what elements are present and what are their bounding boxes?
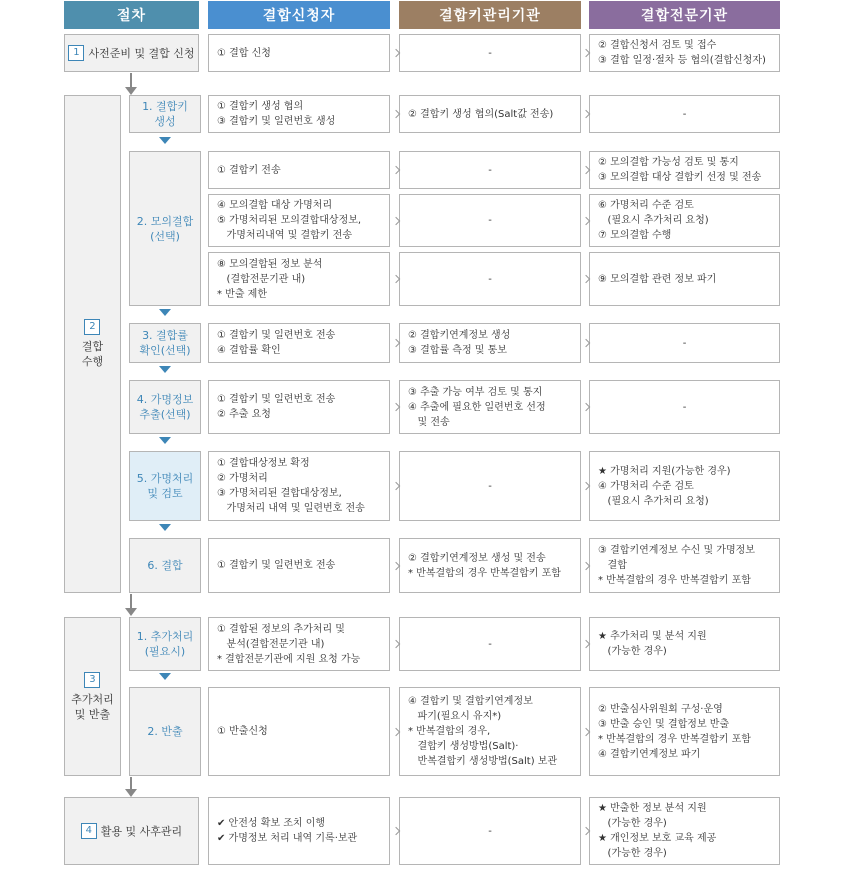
step-text: ③ 추출 가능 여부 검토 및 통지: [408, 386, 543, 398]
step-text: 가명처리내역 및 결합키 전송: [217, 230, 352, 241]
step-text: (가능한 경우): [598, 818, 667, 829]
chevron-right-icon: [392, 165, 402, 175]
substep-label: 2. 반출: [147, 725, 183, 738]
cell-expert-agency-8: [589, 451, 780, 521]
step-label: 활용 및 사후관리: [100, 825, 183, 838]
chevron-right-icon: [392, 561, 402, 571]
step-text: ① 결합대상정보 확정: [217, 458, 310, 469]
step-text: (가능한 경우): [598, 848, 667, 859]
chevron-right-icon: [392, 48, 402, 58]
chevron-right-icon: [582, 481, 592, 491]
step-text: ① 결합키 생성 협의: [217, 101, 304, 112]
step-text: ② 가명처리: [217, 473, 268, 484]
chevron-right-icon: [582, 561, 592, 571]
step-text: 파기(필요시 유지*): [408, 711, 502, 722]
header-key-agency: 결합키관리기관: [399, 1, 581, 29]
cell-expert-agency-4: [589, 194, 780, 247]
substep-mock-combination: [129, 151, 201, 306]
cell-applicant-9: [208, 538, 390, 593]
step-text: ★ 추가처리 및 분석 지원: [598, 631, 707, 642]
arrow-down-icon: [159, 366, 171, 373]
chevron-right-icon: [392, 402, 402, 412]
cell-key-agency-3: [399, 151, 581, 189]
substep-key-generation: [129, 95, 201, 133]
arrow-down-icon: [125, 608, 137, 616]
step-text: * 반복결합의 경우,: [408, 726, 491, 737]
cell-key-agency-5: [399, 252, 581, 306]
chevron-right-icon: [582, 402, 592, 412]
cell-expert-agency-9: [589, 538, 780, 593]
chevron-right-icon: [582, 338, 592, 348]
cell-key-agency-2: [399, 95, 581, 133]
cell-applicant-11: [208, 687, 390, 776]
step-text: ③ 결합키 및 일련번호 생성: [217, 116, 336, 127]
step-number: 2: [84, 319, 100, 335]
substep-label: 확인(선택): [139, 344, 191, 357]
step-text: 가명처리 내역 및 일련번호 전송: [217, 503, 365, 514]
step-text: ② 결합신청서 검토 및 접수: [598, 40, 717, 51]
cell-expert-agency-11: [589, 687, 780, 776]
chevron-right-icon: [392, 826, 402, 836]
chevron-right-icon: [392, 338, 402, 348]
cell-expert-agency-6: [589, 323, 780, 363]
cell-applicant-12: [208, 797, 390, 865]
cell-key-agency-11: [399, 687, 581, 776]
chevron-right-icon: [392, 274, 402, 284]
connector-line: [130, 594, 132, 608]
chevron-right-icon: [392, 727, 402, 737]
cell-expert-agency-2: [589, 95, 780, 133]
step-text: ② 추출 요청: [217, 409, 271, 420]
cell-key-agency-8: [399, 451, 581, 521]
substep-pseudonymization-review: [129, 451, 201, 521]
step-text: ✔ 안전성 확보 조치 이행: [217, 818, 326, 829]
chevron-right-icon: [582, 48, 592, 58]
substep-pseudonym-extraction: [129, 380, 201, 434]
cell-applicant-6: [208, 323, 390, 363]
step-text: ① 반출신청: [217, 726, 268, 737]
chevron-right-icon: [582, 109, 592, 119]
cell-applicant-5: [208, 252, 390, 306]
dash-text: -: [488, 215, 492, 226]
cell-expert-agency-10: [589, 617, 780, 671]
substep-label: 생성: [154, 115, 176, 128]
arrow-down-icon: [159, 309, 171, 316]
step-text: (필요시 추가처리 요청): [598, 495, 709, 507]
dash-text: -: [488, 480, 492, 492]
step-text: ④ 가명처리 수준 검토: [598, 480, 694, 492]
connector-line: [130, 777, 132, 789]
step-text: * 결합전문기관에 지원 요청 가능: [217, 653, 361, 665]
step-text: ③ 결합률 측정 및 통보: [408, 345, 507, 356]
cell-expert-agency-1: [589, 34, 780, 72]
cell-applicant-4: [208, 194, 390, 247]
dash-text: -: [682, 401, 687, 413]
step-text: * 반출 제한: [217, 288, 267, 300]
step-text: ① 결합 신청: [217, 47, 271, 59]
cell-expert-agency-5: [589, 252, 780, 306]
step-1-box: [64, 34, 199, 72]
step-text: ③ 결합키연계정보 수신 및 가명정보: [598, 545, 755, 556]
cell-applicant-8: [208, 451, 390, 521]
step-text: 및 전송: [408, 416, 450, 428]
cell-key-agency-6: [399, 323, 581, 363]
step-text: ④ 모의결합 대상 가명처리: [217, 200, 333, 211]
step-text: * 반복결합의 경우 반복결합키 포함: [598, 733, 751, 745]
cell-applicant-7: [208, 380, 390, 434]
step-label: 결합: [81, 340, 104, 353]
cell-applicant-3: [208, 151, 390, 189]
step-text: ⑥ 가명처리 수준 검토: [598, 200, 694, 211]
step-text: 반복결합키 생성방법(Salt) 보관: [408, 756, 558, 767]
arrow-down-icon: [159, 524, 171, 531]
step-text: ② 모의결합 가능성 검토 및 통지: [598, 157, 739, 168]
step-text: ⑨ 모의결합 관련 정보 파기: [598, 273, 717, 285]
step-text: ★ 반출한 정보 분석 지원: [598, 803, 707, 814]
arrow-down-icon: [125, 87, 137, 95]
cell-expert-agency-7: [589, 380, 780, 434]
dash-text: -: [488, 825, 492, 837]
cell-key-agency-1: [399, 34, 581, 72]
connector-line: [130, 73, 132, 87]
step-text: ② 결합키 생성 협의(Salt값 전송): [408, 108, 554, 120]
substep-label: (선택): [150, 229, 180, 243]
cell-key-agency-10: [399, 617, 581, 671]
step-text: ④ 결합률 확인: [217, 345, 281, 356]
step-number: 4: [81, 823, 97, 839]
step-text: ④ 결합키연계정보 파기: [598, 748, 701, 760]
step-4-box: [64, 797, 199, 865]
step-label: 및 반출: [74, 707, 111, 721]
substep-combination: [129, 538, 201, 593]
step-2-box: [64, 95, 121, 593]
substep-label: 1. 결합키: [142, 100, 188, 113]
chevron-right-icon: [392, 109, 402, 119]
step-text: 결합키 생성방법(Salt)·: [408, 741, 519, 752]
chevron-right-icon: [392, 639, 402, 649]
arrow-down-icon: [159, 673, 171, 680]
step-text: 결합: [598, 560, 627, 571]
chevron-right-icon: [582, 826, 592, 836]
step-text: ② 결합키연계정보 생성: [408, 330, 511, 341]
step-text: ③ 모의결합 대상 결합키 선정 및 전송: [598, 172, 762, 183]
step-text: (결합전문기관 내): [217, 273, 306, 285]
step-text: ③ 결합 일정·절차 등 협의(결합신청자): [598, 55, 766, 66]
step-text: ① 결합키 및 일련번호 전송: [217, 394, 336, 405]
cell-applicant-10: [208, 617, 390, 671]
cell-expert-agency-3: [589, 151, 780, 189]
step-text: ★ 가명처리 지원(가능한 경우): [598, 465, 731, 477]
substep-label: 6. 결합: [147, 559, 183, 572]
cell-key-agency-12: [399, 797, 581, 865]
step-text: ③ 가명처리된 결합대상정보,: [217, 488, 342, 499]
step-number: 1: [68, 45, 84, 61]
substep-export: [129, 687, 201, 776]
header-expert-agency: 결합전문기관: [589, 1, 780, 29]
step-text: ② 반출심사위원회 구성·운영: [598, 703, 723, 715]
step-text: * 반복결합의 경우 반복결합키 포함: [408, 567, 561, 579]
chevron-right-icon: [582, 727, 592, 737]
step-text: ① 결합된 정보의 추가처리 및: [217, 623, 345, 635]
step-text: (필요시 추가처리 요청): [598, 215, 709, 226]
step-text: ① 결합키 및 일련번호 전송: [217, 560, 336, 571]
step-text: ① 결합키 및 일련번호 전송: [217, 330, 336, 341]
substep-label: (필요시): [144, 645, 186, 658]
chevron-right-icon: [582, 639, 592, 649]
dash-text: -: [488, 638, 492, 650]
dash-text: -: [488, 47, 492, 59]
header-procedure: 절차: [64, 1, 199, 29]
step-text: ④ 결합키 및 결합키연계정보: [408, 696, 533, 707]
substep-label: 2. 모의결합: [136, 214, 194, 228]
header-applicant: 결합신청자: [208, 1, 390, 29]
chevron-right-icon: [582, 216, 592, 226]
step-text: ④ 추출에 필요한 일련번호 선정: [408, 401, 546, 413]
step-text: (가능한 경우): [598, 646, 667, 657]
arrow-down-icon: [125, 789, 137, 797]
step-text: ⑤ 가명처리된 모의결합대상정보,: [217, 215, 362, 226]
dash-text: -: [682, 337, 687, 349]
dash-text: -: [488, 273, 492, 285]
chevron-right-icon: [582, 165, 592, 175]
substep-combination-rate: [129, 323, 201, 363]
substep-additional-processing: [129, 617, 201, 671]
substep-label: 3. 결합률: [142, 329, 188, 342]
arrow-down-icon: [159, 437, 171, 444]
step-label: 수행: [81, 355, 104, 368]
substep-label: 5. 가명처리: [136, 472, 194, 485]
step-label: 사전준비 및 결합 신청: [88, 47, 195, 60]
arrow-down-icon: [159, 137, 171, 144]
step-label: 추가처리: [71, 692, 114, 706]
step-text: ✔ 가명정보 처리 내역 기록·보관: [217, 833, 358, 844]
cell-key-agency-4: [399, 194, 581, 247]
step-text: ③ 반출 승인 및 결합정보 반출: [598, 718, 730, 730]
substep-label: 4. 가명정보: [136, 393, 194, 406]
dash-text: -: [488, 164, 492, 176]
step-3-box: [64, 617, 121, 776]
chevron-right-icon: [392, 481, 402, 491]
cell-key-agency-7: [399, 380, 581, 434]
step-number: 3: [84, 672, 100, 688]
substep-label: 1. 추가처리: [136, 630, 194, 643]
substep-label: 및 검토: [147, 487, 183, 500]
cell-applicant-1: [208, 34, 390, 72]
dash-text: -: [682, 108, 687, 120]
step-text: 분석(결합전문기관 내): [217, 638, 325, 650]
substep-label: 추출(선택): [139, 408, 191, 421]
step-text: ② 결합키연계정보 생성 및 전송: [408, 552, 546, 564]
step-text: ① 결합키 전송: [217, 164, 281, 176]
cell-applicant-2: [208, 95, 390, 133]
cell-expert-agency-12: [589, 797, 780, 865]
chevron-right-icon: [582, 274, 592, 284]
step-text: ⑦ 모의결합 수행: [598, 230, 672, 241]
step-text: ⑧ 모의결합된 정보 분석: [217, 258, 323, 270]
cell-key-agency-9: [399, 538, 581, 593]
chevron-right-icon: [392, 216, 402, 226]
step-text: * 반복결합의 경우 반복결합키 포함: [598, 575, 751, 586]
step-text: ★ 개인정보 보호 교육 제공: [598, 833, 717, 844]
